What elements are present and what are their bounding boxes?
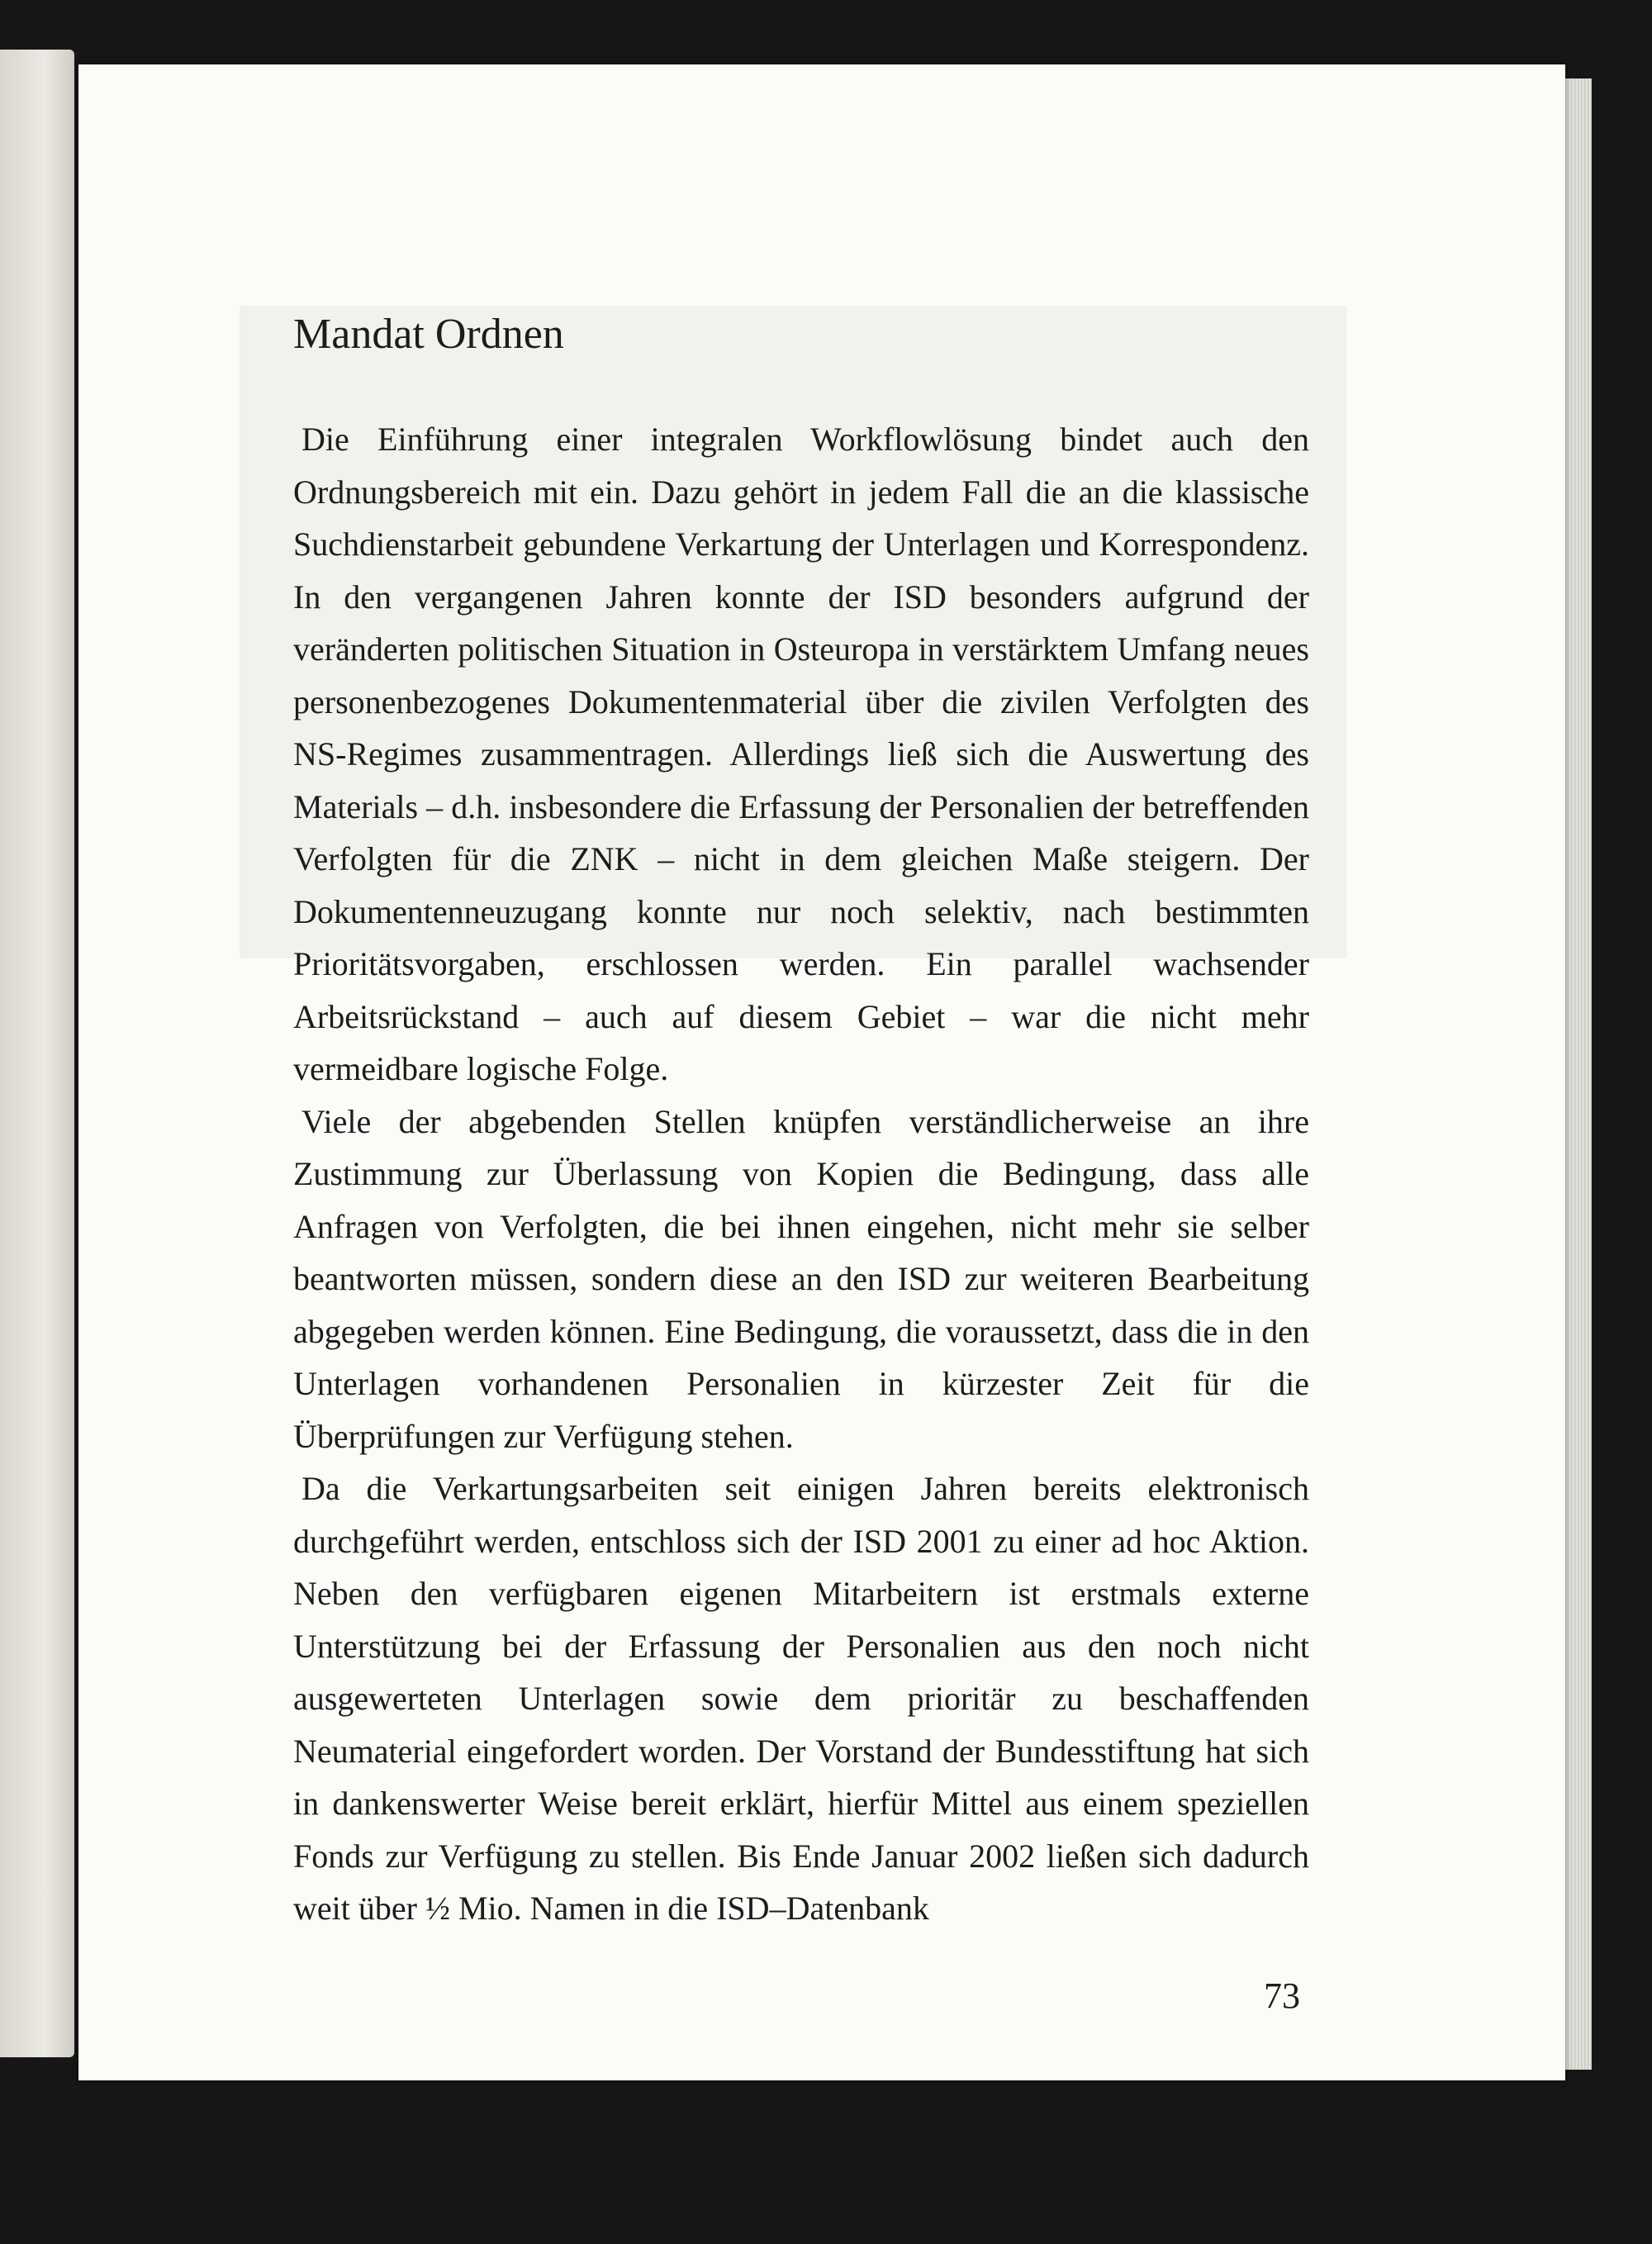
section-heading: Mandat Ordnen [293, 311, 564, 358]
previous-page-edge [0, 50, 74, 2057]
paragraph-2: Viele der abgebenden Stellen knüpfen verständlicherweise an ihre Zustimmung zur Überlassung von Kopien die Bedingung, dass alle Anfragen von Verfolgten, die bei ihnen eingehen, nicht mehr sie selber beantworten müssen, sondern diese an den ISD zur weiteren Bearbeitung abgegeben werden können. Eine Bedingung, die voraussetzt, dass die in den Unterlagen vorhandenen Personalien in kürzester Zeit für die Überprüfungen zur Verfügung stehen. [293, 1102, 1309, 1455]
paragraph-3: Da die Verkartungsarbeiten seit einigen Jahren bereits elektronisch durchgeführt werden, entschloss sich der ISD 2001 zu einer ad hoc Aktion. Neben den verfügbaren eigenen Mitarbeitern ist erstmals externe Unterstützung bei der Erfassung der Personalien aus den noch nicht ausgewerteten Unterlagen sowie dem prioritär zu beschaffenden Neumaterial eingefordert worden. Der Vorstand der Bundesstiftung hat sich in dankenswerter Weise bereit erklärt, hierfür Mittel aus einem speziellen Fonds zur Verfügung zu stellen. Bis Ende Januar 2002 ließen sich dadurch weit über ½ Mio. Namen in die ISD–Datenbank [293, 1470, 1309, 1927]
page-fore-edge [1565, 78, 1592, 2070]
page-number: 73 [1264, 1975, 1300, 2016]
paragraph-1: Die Einführung einer integralen Workflowlösung bindet auch den Ordnungsbereich mit ein. Dazu gehört in jedem Fall die an die klassische Suchdienstarbeit gebundene Verkartung der Unterlagen und Korrespondenz. In den vergangenen Jahren konnte der ISD besonders aufgrund der veränderten politischen Situation in Osteuropa in verstärktem Umfang neues personenbezogenes Dokumentenmaterial über die zivilen Verfolgten des NS-Regimes zusammentragen. Allerdings ließ sich die Auswertung des Materials – d.h. insbesondere die Erfassung der Personalien der betreffenden Verfolgten für die ZNK – nicht in dem gleichen Maße steigern. Der Dokumentenneuzugang konnte nur noch selektiv, nach bestimmten Prioritätsvorgaben, erschlossen werden. Ein parallel wachsender Arbeitsrückstand – auch auf diesem Gebiet – war die nicht mehr vermeidbare logische Folge. [293, 421, 1309, 1087]
page-content [293, 306, 1309, 1935]
